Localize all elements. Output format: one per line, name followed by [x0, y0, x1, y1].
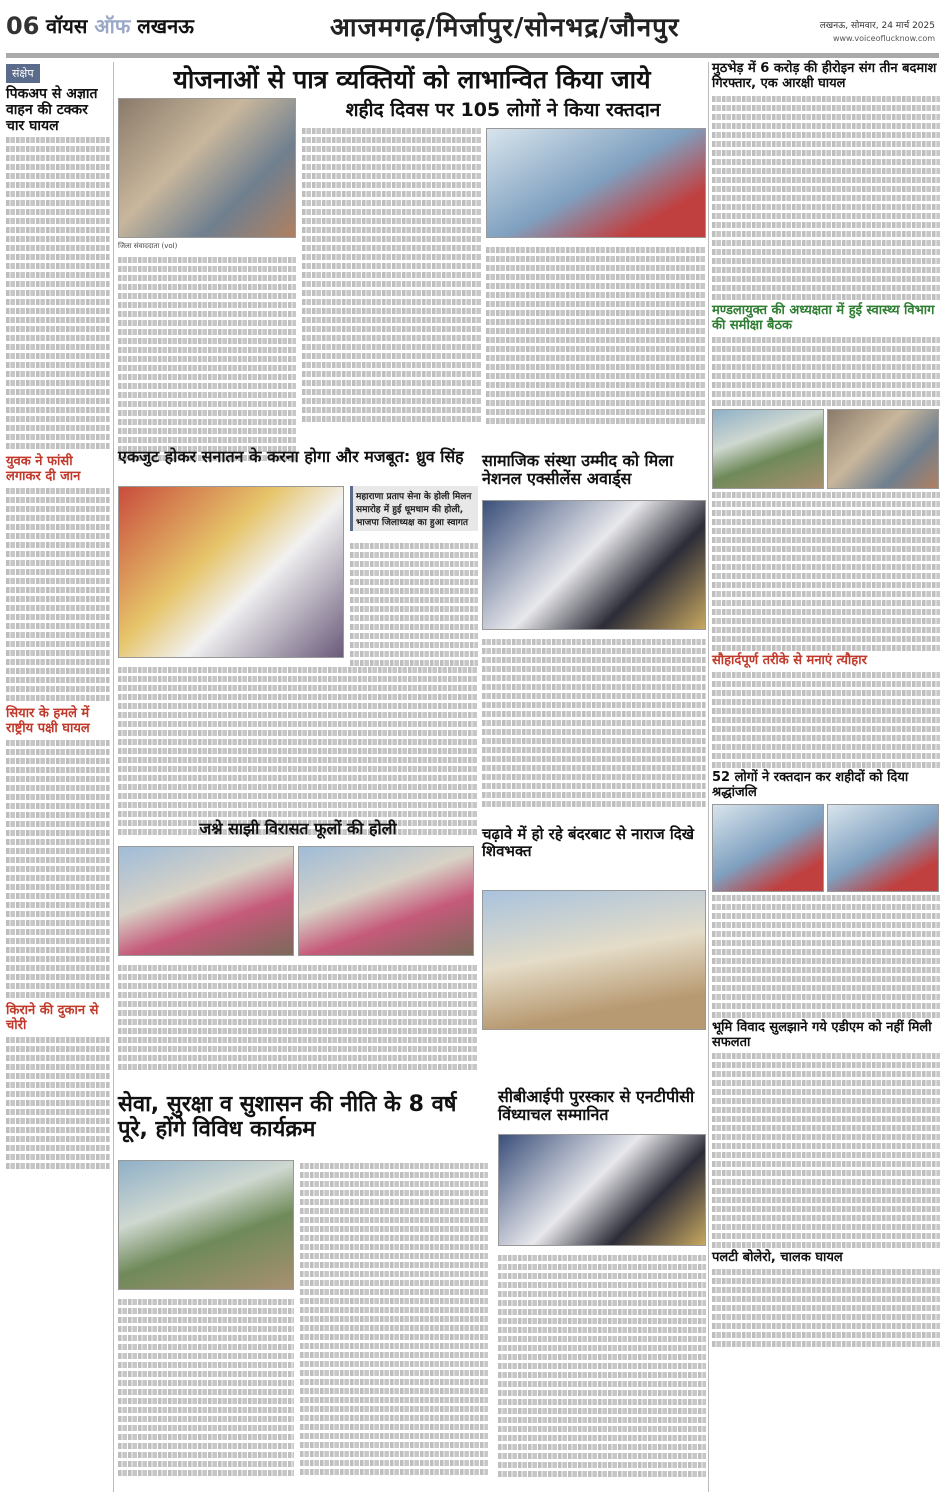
holi-milan-photo: [118, 486, 344, 658]
festival-body: [712, 672, 940, 768]
seva-body-lower: [118, 1296, 294, 1479]
land-headline: भूमि विवाद सुलझाने गये एडीएम को नहीं मिली सफलता: [712, 1019, 932, 1050]
section-tag: संक्षेप: [6, 64, 40, 83]
review-body-lower: [712, 492, 940, 651]
heroin-body: [712, 96, 940, 300]
ntpc-body: [498, 1252, 706, 1480]
holi-photo-1: [118, 846, 294, 956]
meeting-photo: [118, 98, 296, 238]
jashn-body: [118, 962, 478, 1073]
story-headline: किराने की दुकान से चोरी: [6, 1003, 99, 1033]
lead-story: [118, 62, 706, 96]
review-headline: मण्डलायुक्त की अध्यक्षता में हुई स्वास्थ्य विभाग की समीक्षा बैठक: [712, 302, 935, 333]
review-photo-1: [712, 409, 824, 489]
blood-donation-headline: शहीद दिवस पर 105 लोगों ने किया रक्तदान: [345, 99, 661, 121]
tribute-photo-1: [712, 804, 824, 892]
sanatan-story: [118, 448, 478, 466]
paper-name-part2: ऑफ: [94, 14, 131, 38]
tribute-photos: [712, 804, 940, 892]
award-photo: [482, 500, 706, 630]
umeed-story: [482, 452, 706, 489]
shivbhakt-headline: चढ़ावे में हो रहे बंदरबाट से नाराज दिखे शिवभक्त: [482, 825, 694, 861]
blood-donation-photo: [486, 128, 706, 238]
paper-name-part1: वॉयस: [46, 14, 88, 38]
sanatan-headline: एकजुट होकर सनातन के करना होगा और मजबूत: ध्रुव सिंह: [118, 447, 464, 466]
blood-donation-body: [486, 244, 706, 427]
review-photo-2: [827, 409, 939, 489]
brief-story: [6, 707, 110, 998]
story-headline: युवक ने फांसी लगाकर दी जान: [6, 454, 81, 485]
umeed-body: [482, 636, 706, 810]
column-divider: [113, 62, 114, 1492]
festival-headline: सौहार्दपूर्ण तरीके से मनाएं त्यौहार: [712, 652, 867, 668]
right-column: [712, 62, 940, 1492]
story-headline: सियार के हमले में राष्ट्रीय पक्षी घायल: [6, 706, 90, 737]
website-url: www.voiceoflucknow.com: [832, 34, 935, 43]
story-body: [6, 137, 110, 449]
masthead: [0, 0, 945, 58]
story-headline: पिकअप से अज्ञात वाहन की टक्कर चार घायल: [6, 86, 98, 135]
brief-story: [6, 86, 110, 449]
brief-news-column: [6, 62, 110, 1492]
blood-donation-story: [300, 96, 706, 122]
jashn-headline: जश्ने साझी विरासत फूलों की होली: [199, 819, 397, 838]
brief-story: [6, 1004, 110, 1169]
newspaper-name: [46, 12, 194, 39]
bolero-headline: पलटी बोलेरो, चालक घायल: [712, 1250, 843, 1266]
paper-name-part3: लखनऊ: [137, 14, 194, 38]
story-body: [6, 740, 110, 998]
ntpc-award-photo: [498, 1134, 706, 1246]
bolero-body: [712, 1269, 940, 1347]
jashn-story: [118, 820, 478, 838]
seva-body: [300, 1160, 488, 1478]
story-body: [6, 488, 110, 701]
brief-story: [6, 455, 110, 701]
byline: जिला संवाददाता (vol): [118, 242, 178, 250]
page-number: 06: [6, 12, 40, 40]
seva-story: [118, 1092, 488, 1143]
seva-photo: [118, 1160, 294, 1290]
lead-body: [118, 254, 296, 464]
masthead-rule: [6, 53, 939, 58]
review-photos: [712, 409, 940, 489]
story-body: [6, 1037, 110, 1169]
tribute-photo-2: [827, 804, 939, 892]
umeed-headline: सामाजिक संस्था उम्मीद को मिला नेशनल एक्सीलेंस अवार्ड्स: [482, 451, 674, 489]
heroin-headline: मुठभेड़ में 6 करोड़ की हीरोइन संग तीन बदमाश गिरफ्तार, एक आरक्षी घायल: [712, 61, 937, 91]
ntpc-headline: सीबीआईपी पुरस्कार से एनटीपीसी विंध्याचल सम्मानित: [498, 1087, 695, 1125]
column-divider: [708, 62, 709, 1492]
review-body: [712, 337, 940, 406]
shivbhakt-headline-box: [482, 826, 706, 861]
sanatan-body: [350, 540, 478, 669]
ntpc-story: [498, 1088, 706, 1125]
edition-title: आजमगढ़/मिर्जापुर/सोनभद्र/जौनपुर: [330, 13, 680, 43]
land-body: [712, 1053, 940, 1248]
dateline: लखनऊ, सोमवार, 24 मार्च 2025: [819, 21, 935, 31]
tribute-body: [712, 895, 940, 1018]
holi-photo-2: [298, 846, 474, 956]
sanatan-body-lower: [118, 664, 478, 838]
temple-crowd-photo: [482, 890, 706, 1030]
lead-body-col2: [302, 125, 482, 425]
tribute-headline: 52 लोगों ने रक्तदान कर शहीदों को दिया श्रद्धांजलि: [712, 769, 909, 800]
seva-headline: सेवा, सुरक्षा व सुशासन की नीति के 8 वर्ष पूरे, होंगे विविध कार्यक्रम: [118, 1092, 457, 1143]
lead-headline: योजनाओं से पात्र व्यक्तियों को लाभान्वित किया जाये: [173, 65, 651, 94]
sanatan-highlight: महाराणा प्रताप सेना के होली मिलन समारोह में हुई धूमधाम की होली, भाजपा जिलाध्यक्ष का हुआ स्वागत: [350, 486, 478, 531]
